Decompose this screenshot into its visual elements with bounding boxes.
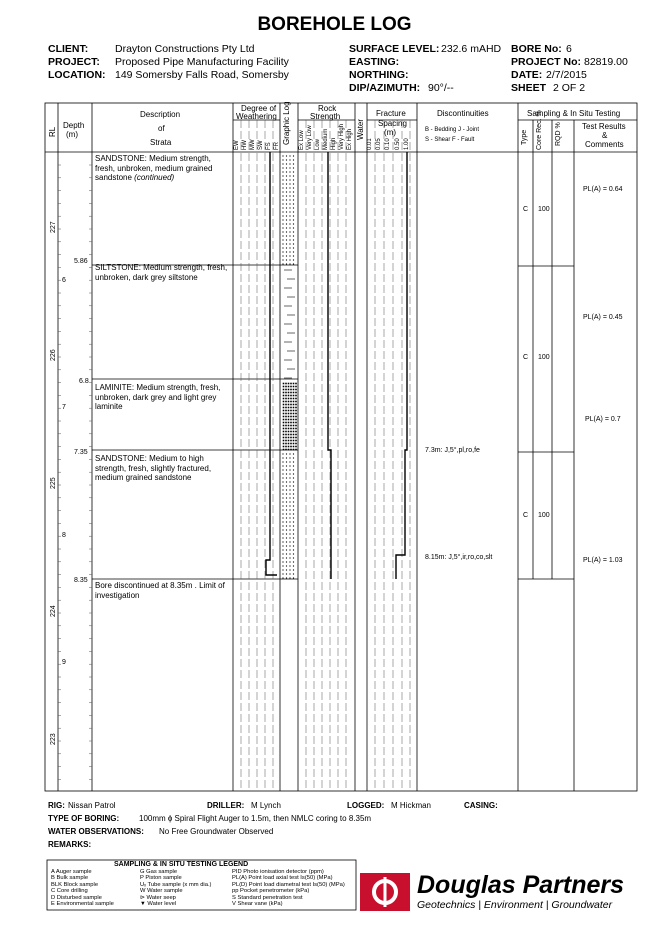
rig-label: RIG: (48, 801, 65, 810)
sample-rec: 100 (538, 206, 550, 213)
strata-description: SANDSTONE: Medium strength, fresh, unbroken, medium grained sandstone (continued) (95, 154, 213, 182)
driller-label: DRILLER: (207, 801, 245, 810)
fracture-sub-label: 0.10 (385, 138, 391, 150)
fracture-sub-label: 0.50 (395, 138, 401, 150)
page-title: BOREHOLE LOG (257, 14, 412, 35)
fracture-sub-label: 1.00 (404, 138, 410, 150)
sample-test: PL(A) = 0.45 (583, 314, 623, 321)
discontinuity-entry: 7.3m: J,5°,pl,ro,fe (425, 447, 480, 454)
rl-label: 227 (50, 221, 57, 233)
discontinuities-header: Discontinuities (437, 109, 489, 118)
project-value: Proposed Pipe Manufacturing Facility (115, 56, 289, 68)
dip-value: 90°/-- (428, 82, 454, 94)
bore-no-value: 6 (566, 43, 572, 55)
project-label: PROJECT: (48, 56, 100, 68)
sample-type: C (523, 354, 529, 361)
rl-header: RL (48, 126, 57, 137)
strength-sub-label: Ex High (347, 128, 353, 150)
date-label: DATE: (511, 69, 543, 81)
description-header: Description (140, 110, 181, 119)
driller-value: M Lynch (251, 801, 281, 810)
strength-sub-label: Low (315, 138, 321, 150)
strata-depth: 8.35 (74, 577, 88, 584)
strength-sub-label: Ex Low (299, 130, 305, 150)
sample-rec: 100 (538, 354, 550, 361)
dip-label: DIP/AZIMUTH: (349, 82, 421, 94)
rl-label: 224 (50, 605, 57, 617)
boring-label: TYPE OF BORING: (48, 814, 120, 823)
sample-test: PL(A) = 0.7 (585, 416, 621, 423)
sample-test: PL(A) = 1.03 (583, 557, 623, 564)
rig-value: Nissan Patrol (68, 801, 116, 810)
sheet-label: SHEET (511, 82, 547, 94)
sample-test: PL(A) = 0.64 (583, 186, 623, 193)
location-label: LOCATION: (48, 69, 106, 81)
depth-label: 7 (62, 404, 66, 411)
weathering-sub-label: MW (250, 139, 256, 150)
description-strata: Strata (150, 138, 172, 147)
fracture-sub-label: 0.01 (367, 138, 373, 150)
brand-tagline: Geotechnics | Environment | Groundwater (417, 899, 613, 911)
disc-legend-2: S - Shear F - Fault (425, 137, 475, 143)
test-header-1: Test Results (582, 122, 626, 131)
legend-col-1: A Auger sample B Bulk sample BLK Block sample C Core drilling D Disturbed sample E Environmental sample (51, 869, 114, 908)
strata-description: Bore discontinued at 8.35m . Limit of investigation (95, 581, 225, 600)
rl-label: 223 (50, 733, 57, 745)
fracture-header-3: (m) (384, 128, 396, 137)
strength-sub-label: High (331, 137, 337, 150)
rl-label: 226 (50, 349, 57, 361)
test-header-3: Comments (585, 140, 624, 149)
logged-label: LOGGED: (347, 801, 385, 810)
depth-label: 9 (62, 659, 66, 666)
strata-description: SANDSTONE: Medium to high strength, fresh, slightly fractured, medium grained sandstone (95, 454, 212, 482)
brand-logo-icon (360, 873, 410, 911)
strata-description: SILTSTONE: Medium strength, fresh, unbroken, dark grey siltstone (95, 263, 228, 282)
test-header-2: & (602, 131, 608, 140)
weathering-sub-label: FR (274, 142, 280, 150)
depth-label: 8 (62, 532, 66, 539)
fracture-header-1: Fracture (376, 109, 406, 118)
water-header: Water (356, 118, 365, 140)
boring-value: 100mm ɸ Spiral Flight Auger to 1.5m, then NMLC coring to 8.35m (139, 814, 372, 823)
sample-rec: 100 (538, 512, 550, 519)
client-value: Drayton Constructions Pty Ltd (115, 43, 255, 55)
fracture-sub-label: 0.05 (376, 138, 382, 150)
weathering-sub-label: SW (258, 140, 264, 150)
weathering-header-2: Weathering (236, 112, 277, 121)
fracture-header-2: Spacing (378, 119, 407, 128)
rock-strength-header-1: Rock (318, 104, 337, 113)
weathering-header-1: Degree of (241, 104, 277, 113)
depth-label: 6 (62, 277, 66, 284)
logged-value: M Hickman (391, 801, 432, 810)
strata-depth: 5.86 (74, 258, 88, 265)
strength-sub-label: Very High (339, 123, 345, 150)
rqd-header: RQD % (555, 122, 562, 146)
project-no-value: 82819.00 (584, 56, 628, 68)
weathering-sub-label: EW (234, 140, 240, 150)
water-observations-label: WATER OBSERVATIONS: (48, 827, 144, 836)
sample-type: C (523, 512, 529, 519)
description-of: of (158, 124, 165, 133)
remarks-label: REMARKS: (48, 840, 92, 849)
legend-col-3: PID Photo ionisation detector (ppm) PL(A) Point load axial test Is(50) (MPa) PL(D) Point load diametral test Is(50) (MPa) pp Pocket penetrometer (kPa) S Standard penetration test V Shear vane (kPa) (232, 869, 345, 908)
client-label: CLIENT: (48, 43, 89, 55)
depth-unit: (m) (66, 130, 78, 139)
depth-header: Depth (63, 121, 85, 130)
graphic-log-header: Graphic Log (282, 101, 291, 145)
legend-title: SAMPLING & IN SITU TESTING LEGEND (114, 861, 249, 868)
strata-depth: 7.35 (74, 449, 88, 456)
northing-label: NORTHING: (349, 69, 409, 81)
easting-label: EASTING: (349, 56, 400, 68)
type-header: Type (521, 129, 528, 145)
brand-name: Douglas Partners (417, 871, 625, 899)
legend-col-2: G Gas sample P Piston sample Uₓ Tube sample (x mm dia.) W Water sample ⊳ Water seep ▼ Water level (140, 869, 212, 908)
core-rec-header: Core Rec. % (536, 110, 543, 150)
sheet-value: 2 OF 2 (553, 82, 586, 94)
project-no-label: PROJECT No: (511, 56, 582, 68)
weathering-sub-label: FS (266, 142, 272, 150)
surface-level-value: 232.6 mAHD (441, 43, 502, 55)
strata-description: LAMINITE: Medium strength, fresh, unbroken, dark grey and light grey laminite (95, 383, 221, 411)
rock-strength-header-2: Strength (310, 112, 341, 121)
surface-level-label: SURFACE LEVEL: (349, 43, 440, 55)
water-observations-value: No Free Groundwater Observed (159, 827, 274, 836)
strength-sub-label: Very Low (307, 125, 313, 150)
date-value: 2/7/2015 (546, 69, 587, 81)
sample-type: C (523, 206, 529, 213)
weathering-sub-label: HW (242, 140, 248, 150)
disc-legend-1: B - Bedding J - Joint (425, 127, 480, 133)
discontinuity-entry: 8.15m: J,5°,ir,ro,co,slt (425, 554, 493, 561)
sampling-header: Sampling & In Situ Testing (527, 109, 621, 118)
casing-label: CASING: (464, 801, 498, 810)
bore-no-label: BORE No: (511, 43, 562, 55)
rl-label: 225 (50, 477, 57, 489)
strata-depth: 6.8 (79, 378, 89, 385)
location-value: 149 Somersby Falls Road, Somersby (115, 69, 289, 81)
strength-sub-label: Medium (323, 128, 329, 150)
